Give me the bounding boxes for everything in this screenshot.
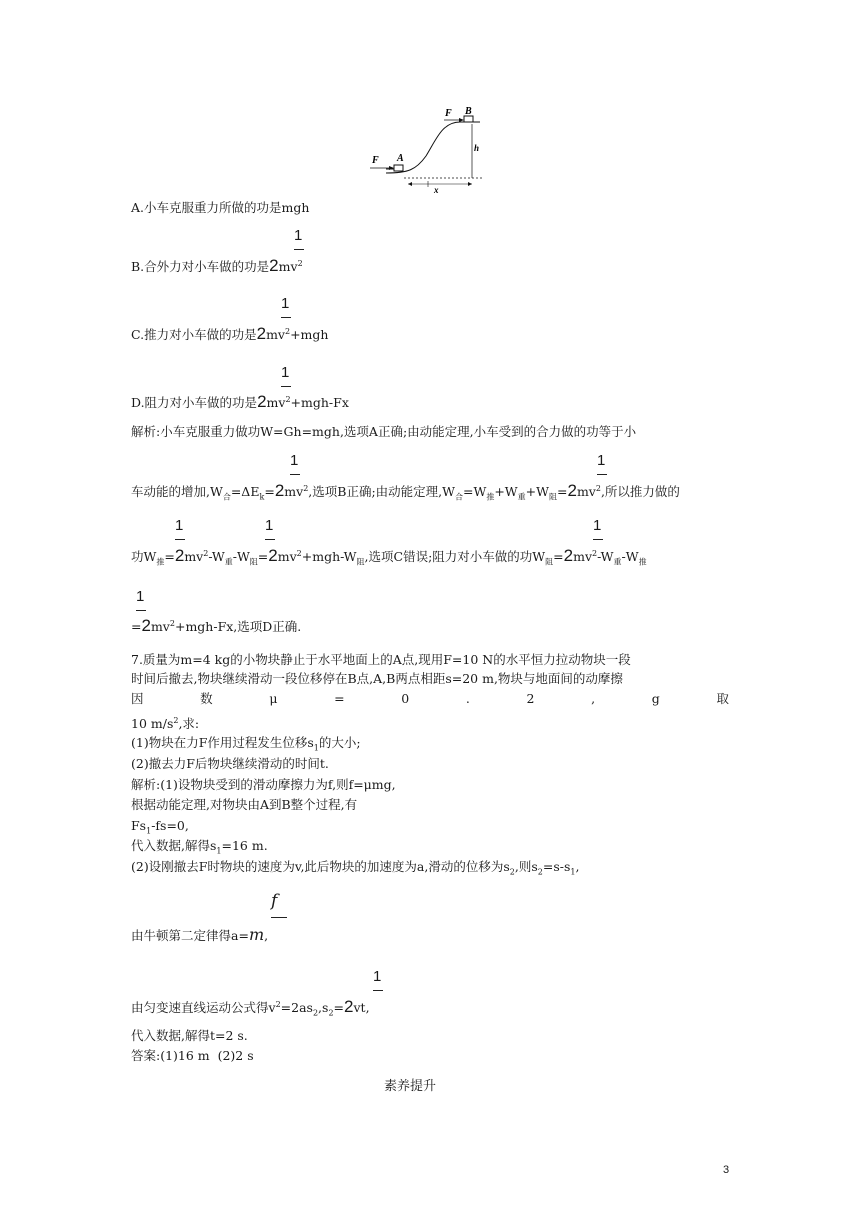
q7-line-3: 因 数 μ = 0 . 2 , g 取 [131,691,729,706]
q7-part-2: (2)撤去力F后物块继续滑动的时间t. [131,756,329,771]
analysis-fraction-3: 1 [175,518,183,534]
analysis-line-1: 解析:小车克服重力做功W=Gh=mgh,选项A正确;由动能定理,小车受到的合力做的功等于小 [131,424,637,439]
section-title: 素养提升 [384,1079,437,1094]
q7-answer: 答案:(1)16 m (2)2 s [131,1048,254,1063]
option-a: A.小车克服重力所做的功是mgh [131,200,310,215]
page-number: 3 [723,1164,730,1176]
analysis-fraction-1: 1 [290,453,298,469]
q7-solution-line-3: $Fs_1-fs=0$, [131,818,189,836]
analysis-line-4: $=2mv^2+mgh-Fx$,选项D正确. [131,616,302,636]
newton-fraction: f [271,893,277,909]
q7-solution-line-7: 由匀变速直线运动公式得$v^2=2as_2,s_2=2vt$, [131,997,370,1018]
q7-line-1: 7.质量为m=4 kg的小物块静止于水平地面上的A点,现用F=10 N的水平恒力拉动物块一段 [131,652,631,667]
q7-solution-line-2: 根据动能定理,对物块由A到B整个过程,有 [131,797,358,812]
option-b-fraction: 1 [294,228,302,244]
q7-line-2: 时间后撤去,物块继续滑动一段位移停在B点,A,B两点相距s=20 m,物块与地面间的动摩擦 [131,671,623,686]
analysis-line-2: 车动能的增加$,W_合=\Delta E_k=2mv^2$,选项B正确;由动能定理$,W_合=W_推+W_重+W_阻=2mv^2$,所以推力做的 [131,481,680,502]
figure-label-a: A [397,153,404,164]
q7-solution-line-8: 代入数据,解得t=2 s. [131,1028,248,1043]
figure-label-b: B [465,106,472,117]
analysis-fraction-6: 1 [136,589,144,605]
q7-line-4: 10 $m/s^2$,求: [131,716,200,732]
q7-solution-line-6: 由牛顿第二定律得a=m, [131,925,269,944]
analysis-fraction-5: 1 [593,518,601,534]
kinematics-fraction: 1 [373,969,381,985]
q7-solution-line-4: 代入数据,解得$s_1=16$ m. [131,838,268,856]
figure-label-h: h [474,143,480,153]
analysis-fraction-2: 1 [597,453,605,469]
q7-solution-line-1: 解析:(1)设物块受到的滑动摩擦力为f,则f=μmg, [131,777,396,792]
option-c: C.推力对小车做的功是$2mv^2+mgh$ [131,324,329,344]
option-d: D.阻力对小车做的功是$2mv^2+mgh-Fx$ [131,392,349,412]
option-c-fraction: 1 [281,296,289,312]
analysis-line-3: 功$W_推=2mv^2-W_重-W_阻=2mv^2+mgh-W_阻$,选项C错误;阻力对小车做的功$W_阻=2mv^2-W_重-W_推$ [131,546,647,567]
q7-part-1: (1)物块在力F作用过程发生位移$s_1$的大小; [131,735,361,753]
option-b: B.合外力对小车做的功是$2mv^2$ [131,256,303,276]
figure-label-f-left: F [372,155,379,166]
incline-figure [368,104,492,194]
analysis-fraction-4: 1 [265,518,273,534]
figure-label-f-top: F [445,108,452,119]
figure-label-x: x [434,185,439,194]
option-d-fraction: 1 [281,365,289,381]
q7-solution-line-5: (2)设刚撤去F时物块的速度为v,此后物块的加速度为a,滑动的位移为$s_2$,则$s_2=s-s_1$, [131,859,580,877]
